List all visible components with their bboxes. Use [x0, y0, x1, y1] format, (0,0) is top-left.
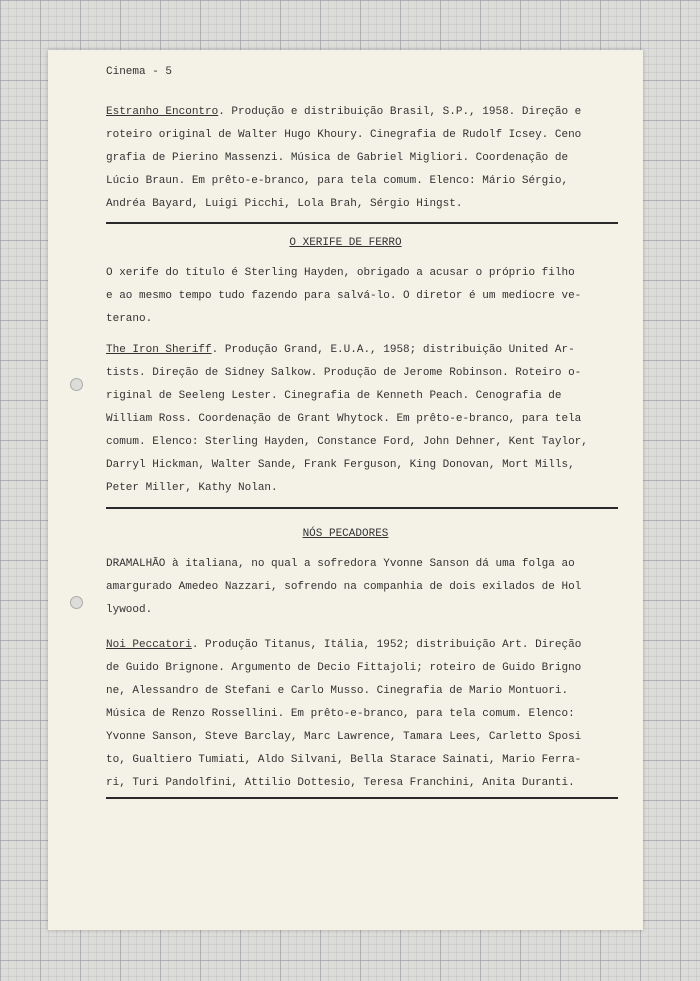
section2-review: O xerife do título é Sterling Hayden, obrigado a acusar o próprio filho e ao mesmo tempo tudo fazendo para salvá-lo. O diretor é um medíocre ve- terano.	[106, 267, 582, 325]
section2-credits: The Iron Sheriff. Produção Grand, E.U.A., 1958; distribuição United Ar- tists. Direção de Sidney Salkow. Produção de Jerome Robinson. Roteiro o- riginal de Seeleng Lester. Cinegrafia de Kenneth Peach. Cenografia de William Ross. Coordenação de Grant Whytock. Em prêto-e-branco, para tela comum. Elenco: Sterling Hayden, Constance Ford, John Dehner, Kent Taylor, Darryl Hickman, Walter Sande, Frank Ferguson, King Donovan, Mort Mills, Peter Miller, Kathy Nolan.	[106, 344, 588, 494]
section1-film-title: Estranho Encontro	[106, 106, 219, 118]
section3-film-title: Noi Peccatori	[106, 639, 192, 651]
punch-hole-top	[70, 378, 83, 391]
typewritten-page	[48, 50, 643, 930]
punch-hole-bottom	[70, 596, 83, 609]
section1-credits: Estranho Encontro. Produção e distribuição Brasil, S.P., 1958. Direção e roteiro original de Walter Hugo Khoury. Cinegrafia de Rudolf Icsey. Ceno grafia de Pierino Massenzi. Música de Gabriel Migliori. Coordenação de Lúcio Braun. Em prêto-e-branco, para tela comum. Elenco: Mário Sérgio, Andréa Bayard, Luigi Picchi, Lola Brah, Sérgio Hingst.	[106, 106, 582, 210]
divider-3	[106, 797, 618, 799]
divider-1	[106, 222, 618, 224]
section2-film-title: The Iron Sheriff	[106, 344, 212, 356]
section3-review: DRAMALHÃO à italiana, no qual a sofredora Yvonne Sanson dá uma folga ao amargurado Amedeo Nazzari, sofrendo na companhia de dois exilados de Hol lywood.	[106, 558, 582, 616]
section3-credits: Noi Peccatori. Produção Titanus, Itália, 1952; distribuição Art. Direção de Guido Brignone. Argumento de Decio Fittajoli; roteiro de Guido Brigno ne, Alessandro de Stefani e Carlo Musso. Cinegrafia de Mario Montuori. Música de Renzo Rossellini. Em prêto-e-branco, para tela comum. Elenco: Yvonne Sanson, Steve Barclay, Marc Lawrence, Tamara Lees, Carletto Sposi to, Gualtiero Tumiati, Aldo Silvani, Bella Starace Sainati, Mario Ferra- ri, Turi Pandolfini, Attilio Dottesio, Teresa Franchini, Anita Duranti.	[106, 639, 582, 789]
section2-heading: O XERIFE DE FERRO	[289, 237, 402, 249]
page-header: Cinema - 5	[106, 66, 173, 78]
divider-2	[106, 507, 618, 509]
section3-heading: NÓS PECADORES	[302, 528, 389, 540]
